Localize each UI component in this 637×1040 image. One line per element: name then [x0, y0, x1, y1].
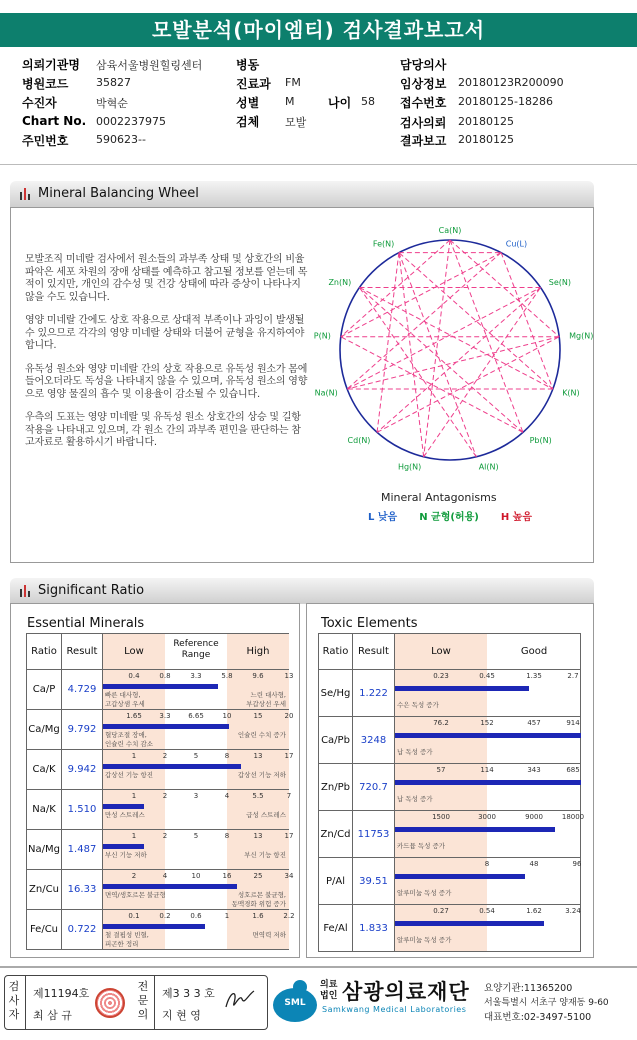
value-receipt-no: 20180125-18286 [458, 95, 553, 108]
ratio-scale [103, 870, 294, 910]
ratio-name: Zn/Cd [319, 811, 353, 858]
wheel-node-label: Zn(N) [328, 277, 352, 287]
desc-paragraph-4: 우측의 도표는 영양 미네랄 및 유독성 원소 상호간의 상승 및 길항 작용을 나타내고 있으며, 각 원소 간의 과부족 편민을 판단하는 참고자료로 활용하시기 바랍니다. [25, 412, 301, 448]
ratio-bar [103, 724, 229, 729]
toxic-row [319, 717, 581, 764]
ratio-result: 3248 [353, 717, 395, 764]
tick-label: 76.2 [433, 719, 449, 727]
tick-label: 4 [162, 872, 168, 880]
value-age: 58 [361, 95, 375, 108]
specialist-label: 전문의 [137, 980, 149, 1021]
sml-logo-icon [273, 980, 321, 1024]
tick-label: 4 [224, 792, 230, 800]
antagonism-line [377, 253, 399, 433]
legend-high: H 높음 [500, 512, 532, 523]
ratio-scale [395, 905, 581, 952]
label-ward: 병동 [236, 58, 260, 72]
tick-label: 0.23 [433, 672, 449, 680]
tick-label: 15 [253, 712, 263, 720]
toxic-row [319, 764, 581, 811]
note-left: 납 독성 증가 [397, 748, 433, 756]
label-clinical-info: 임상정보 [400, 77, 447, 91]
wheel-description [25, 254, 309, 461]
specialist-name: 지 현 영 [162, 1009, 201, 1022]
tick-label: 2.7 [567, 672, 579, 680]
essential-row [27, 830, 289, 870]
value-examinee: 박혁순 [96, 97, 128, 110]
header-scale [103, 634, 289, 670]
tick-label: 48 [529, 860, 539, 868]
ratio-name: Se/Hg [319, 670, 353, 717]
ratio-result: 4.729 [62, 670, 103, 710]
label-receipt-no: 접수번호 [400, 96, 447, 110]
tick-label: 13 [253, 832, 263, 840]
ratio-name: Na/Mg [27, 830, 62, 870]
value-department: FM [285, 76, 301, 89]
header-reference: Reference Range [173, 639, 219, 660]
note-right: 급성 스트레스 [246, 811, 286, 819]
ratio-scale [395, 811, 585, 858]
essential-title: Essential Minerals [27, 616, 145, 631]
tick-label: 1.35 [526, 672, 542, 680]
tick-label: 10 [191, 872, 201, 880]
label-chart-no: Chart No. [22, 114, 87, 128]
wheel-node-label: Na(N) [314, 388, 338, 398]
value-hospital: 삼육서울병원힐링센터 [96, 59, 203, 72]
header-scale [395, 634, 581, 670]
ratio-section-header [10, 578, 594, 604]
ratio-bar [103, 764, 241, 769]
header-low: Low [395, 634, 487, 669]
header-ratio: Ratio [27, 634, 62, 670]
tick-label: 0.8 [159, 672, 171, 680]
ratio-name: Zn/Cu [27, 870, 62, 910]
tick-label: 3.3 [159, 712, 171, 720]
bar-chart-icon [20, 585, 32, 597]
wheel-node-label: Cu(L) [505, 239, 528, 249]
essential-ratio-table [26, 633, 295, 950]
tick-label: 18000 [561, 813, 585, 821]
wheel-node-label: K(N) [562, 388, 580, 398]
label-resident-no: 주민번호 [22, 134, 69, 148]
note-left: 수은 독성 증가 [397, 701, 439, 709]
ratio-result: 9.792 [62, 710, 103, 750]
wheel-node-label: Se(N) [548, 277, 571, 287]
ratio-name: Ca/K [27, 750, 62, 790]
wheel-node-label: Mg(N) [569, 331, 593, 341]
header-result: Result [62, 634, 103, 670]
tick-label: 17 [284, 752, 294, 760]
wheel-section-header [10, 181, 594, 207]
mineral-wheel-diagram [307, 224, 593, 524]
tick-label: 10 [222, 712, 232, 720]
tick-label: 2.2 [283, 912, 295, 920]
ratio-name: Ca/Mg [27, 710, 62, 750]
note-left: 빠른 대사형, 고갑상샘 우세 [105, 691, 145, 708]
tick-label: 1 [224, 912, 230, 920]
note-right: 인슐린 수치 증가 [237, 731, 286, 739]
address: 서울특별시 서초구 양재동 9-60 [484, 998, 609, 1008]
tick-label: 3.24 [565, 907, 581, 915]
essential-row [27, 750, 289, 790]
toxic-row [319, 811, 581, 858]
ratio-bar [103, 684, 218, 689]
value-report-date: 20180125 [458, 133, 514, 146]
org-name-en: Samkwang Medical Laboratories [322, 1005, 467, 1014]
tick-label: 1.65 [126, 712, 142, 720]
tick-label: 2 [162, 792, 168, 800]
tick-label: 1.6 [252, 912, 264, 920]
toxic-row [319, 858, 581, 905]
essential-header-row [27, 634, 289, 670]
antagonism-line [399, 253, 424, 457]
note-right: 부신 기능 항진 [244, 851, 286, 859]
label-sex: 성별 [236, 96, 260, 110]
note-left: 부신 기능 저하 [105, 851, 147, 859]
seal-stamp-icon [95, 988, 125, 1018]
ratio-result: 9.942 [62, 750, 103, 790]
header-result: Result [353, 634, 395, 670]
desc-paragraph-2: 영양 미네랄 간에도 상호 작용으로 상대적 부족이나 과잉이 발생될 수 있으므로 각각의 영양 미네랄 상태와 더불어 균형을 유지하여야 합니다. [25, 315, 305, 351]
value-request-date: 20180125 [458, 115, 514, 128]
examiner-no: 제11194호 [33, 987, 90, 1000]
tick-label: 34 [284, 872, 294, 880]
note-left: 납 독성 증가 [397, 795, 433, 803]
ratio-result: 1.487 [62, 830, 103, 870]
tick-label: 6.65 [188, 712, 204, 720]
zone-shade [395, 858, 490, 904]
specialist-no: 제3 3 3 호 [162, 987, 215, 1000]
ratio-result: 1.833 [353, 905, 395, 952]
ratio-scale [103, 710, 294, 750]
tick-label: 96 [572, 860, 582, 868]
ratio-result: 1.222 [353, 670, 395, 717]
label-examinee: 수진자 [22, 96, 57, 110]
label-report-date: 결과보고 [400, 134, 447, 148]
note-left: 카드뮴 독성 증가 [397, 842, 446, 850]
value-resident-no: 590623-- [96, 133, 146, 146]
ratio-scale [103, 750, 294, 790]
tick-label: 3 [193, 792, 199, 800]
antagonism-line [424, 240, 450, 457]
wheel-panel [10, 207, 594, 563]
ratio-scale [395, 670, 581, 717]
signature-icon [222, 985, 258, 1015]
tick-label: 0.45 [479, 672, 495, 680]
tick-label: 114 [480, 766, 494, 774]
tick-label: 1.62 [526, 907, 542, 915]
ratio-bar [103, 884, 237, 889]
tick-label: 0.54 [479, 907, 495, 915]
wheel-node-label: Al(N) [478, 462, 499, 472]
tick-label: 7 [286, 792, 292, 800]
note-left: 갑상선 기능 항진 [105, 771, 154, 779]
ratio-scale [395, 764, 581, 811]
tick-label: 457 [527, 719, 541, 727]
tick-label: 1 [131, 832, 137, 840]
label-doctor: 담당의사 [400, 58, 447, 72]
ratio-bar [395, 921, 544, 926]
ratio-name: Ca/P [27, 670, 62, 710]
ratio-result: 720.7 [353, 764, 395, 811]
toxic-row [319, 905, 581, 952]
ratio-result: 39.51 [353, 858, 395, 905]
tick-label: 13 [284, 672, 294, 680]
value-specimen: 모발 [285, 116, 307, 129]
header-ratio: Ratio [319, 634, 353, 670]
label-department: 진료과 [236, 77, 271, 91]
ratio-scale [103, 670, 294, 710]
essential-row [27, 870, 289, 910]
wheel-caption: Mineral Antagonisms [381, 491, 497, 504]
ratio-bar [103, 924, 205, 929]
wheel-node-label: Cd(N) [347, 435, 371, 445]
tick-label: 3000 [478, 813, 496, 821]
ratio-name: Ca/Pb [319, 717, 353, 764]
value-hospital-code: 35827 [96, 76, 131, 89]
tick-label: 17 [284, 832, 294, 840]
essential-row [27, 710, 289, 750]
wheel-section-title: Mineral Balancing Wheel [38, 186, 199, 201]
tick-label: 1500 [432, 813, 450, 821]
wheel-node-label: P(N) [313, 331, 331, 341]
wheel-node-label: Ca(N) [438, 226, 462, 235]
tick-label: 5.8 [221, 672, 233, 680]
divider [0, 164, 637, 165]
sig-divider [25, 976, 26, 1029]
ratio-scale [395, 717, 581, 764]
tick-label: 5 [193, 752, 199, 760]
wheel-legend [368, 508, 568, 523]
ratio-scale [103, 790, 292, 830]
tick-label: 0.4 [128, 672, 140, 680]
tick-label: 25 [253, 872, 263, 880]
antagonism-line [501, 253, 553, 389]
ratio-bar [395, 686, 529, 691]
header-high: High [227, 634, 289, 669]
tick-label: 2 [162, 832, 168, 840]
report-title: 모발분석(마이엠티) 검사결과보고서 [0, 13, 637, 47]
toxic-header-row [319, 634, 581, 670]
wheel-node-label: Fe(N) [372, 239, 395, 249]
antagonism-line [399, 253, 476, 457]
ratio-bar [395, 874, 525, 879]
tick-label: 5 [193, 832, 199, 840]
note-right: 성호르몬 불균형, 동맥경화 위험 증가 [231, 891, 286, 908]
tick-label: 2 [131, 872, 137, 880]
tick-label: 9000 [525, 813, 543, 821]
bar-chart-icon [20, 188, 32, 200]
note-right: 면역력 저하 [252, 931, 286, 939]
note-left: 만성 스트레스 [105, 811, 145, 819]
toxic-ratio-table [318, 633, 585, 952]
note-left: 철 결핍성 빈혈, 피곤한 정리 [105, 931, 149, 948]
tick-label: 685 [566, 766, 580, 774]
ratio-bar [395, 733, 581, 738]
antagonism-line [399, 253, 553, 389]
tick-label: 57 [436, 766, 446, 774]
care-code: 요양기관:11365200 [484, 983, 573, 994]
essential-row [27, 910, 289, 950]
tick-label: 0.2 [159, 912, 171, 920]
note-right: 느린 대사형, 부갑상선 우세 [246, 691, 286, 708]
footer-divider [0, 966, 637, 968]
ratio-name: Na/K [27, 790, 62, 830]
tick-label: 8 [484, 860, 490, 868]
tick-label: 8 [224, 832, 230, 840]
ratio-name: Zn/Pb [319, 764, 353, 811]
ratio-result: 16.33 [62, 870, 103, 910]
tick-label: 20 [284, 712, 294, 720]
ratio-result: 1.510 [62, 790, 103, 830]
note-left: 면역/생호르몬 불균형 [105, 891, 166, 899]
tick-label: 16 [222, 872, 232, 880]
tick-label: 0.1 [128, 912, 140, 920]
wheel-node-label: Pb(N) [529, 435, 552, 445]
ratio-scale [395, 858, 581, 905]
value-sex: M [285, 95, 295, 108]
tick-label: 1 [131, 792, 137, 800]
tick-label: 1 [131, 752, 137, 760]
tick-label: 8 [224, 752, 230, 760]
tick-label: 5.5 [252, 792, 264, 800]
org-type: 의료법인 [320, 980, 338, 1001]
ratio-bar [103, 844, 144, 849]
note-left: 혈당조절 장애, 인슐린 수치 감소 [105, 731, 154, 748]
tick-label: 2 [162, 752, 168, 760]
note-left: 알루미늄 독성 증가 [397, 936, 452, 944]
note-right: 갑상선 기능 저하 [237, 771, 286, 779]
toxic-row [319, 670, 581, 717]
tick-label: 3.3 [190, 672, 202, 680]
legend-normal: N 균형(허용) [419, 512, 479, 523]
legend-low: L 낮음 [368, 512, 398, 523]
label-hospital-code: 병원코드 [22, 77, 69, 91]
tick-label: 0.27 [433, 907, 449, 915]
phone: 대표번호:02-3497-5100 [484, 1012, 592, 1023]
wheel-node-label: Hg(N) [397, 462, 422, 472]
ratio-bar [103, 804, 144, 809]
tick-label: 914 [566, 719, 580, 727]
label-hospital: 의뢰기관명 [22, 58, 80, 72]
examiner-name: 최 삼 규 [33, 1009, 72, 1022]
header-low: Low [103, 634, 165, 669]
label-age: 나이 [328, 96, 352, 110]
toxic-title: Toxic Elements [321, 616, 418, 631]
label-request-date: 검사의뢰 [400, 116, 447, 130]
ratio-scale [103, 910, 295, 950]
ratio-name: Fe/Cu [27, 910, 62, 950]
ratio-bar [395, 827, 555, 832]
value-clinical-info: 20180123R200090 [458, 76, 564, 89]
org-name: 삼광의료재단 [342, 980, 470, 1004]
ratio-name: P/Al [319, 858, 353, 905]
header-good: Good [520, 646, 548, 657]
ratio-name: Fe/Al [319, 905, 353, 952]
ratio-result: 0.722 [62, 910, 103, 950]
sig-divider [154, 976, 155, 1029]
tick-label: 13 [253, 752, 263, 760]
note-left: 알루미늄 독성 증가 [397, 889, 452, 897]
ratio-scale [103, 830, 294, 870]
antagonism-line [347, 337, 559, 389]
examiner-label: 검사자 [8, 980, 20, 1021]
logo-text: SML [284, 998, 306, 1008]
wheel-circle [340, 240, 560, 460]
tick-label: 9.6 [252, 672, 264, 680]
desc-paragraph-3: 유독성 원소와 영양 미네랄 간의 상호 작용으로 유독성 원소가 몸에 들어오더라도 독성을 나타내지 않을 수 있으며, 유독성 원소의 영향으로 영양 물질의 흡수 및 이용율이 감소될 수 있습니다. [25, 363, 308, 400]
label-specimen: 검체 [236, 115, 260, 129]
essential-row [27, 790, 289, 830]
value-chart-no: 0002237975 [96, 115, 166, 128]
desc-paragraph-1: 모발조직 미네랄 검사에서 원소들의 과부족 상태 및 상호간의 비율 파악은 세포 차원의 장애 상태를 예측하고 참고될 정보를 얻는데 목적이 있지만, 개인의 감수성 및 건강 상태에 따라 증상이 나타나지 않을 수도 있습니다. [25, 254, 308, 303]
tick-label: 343 [527, 766, 541, 774]
ratio-section-title: Significant Ratio [38, 583, 145, 598]
tick-label: 0.6 [190, 912, 202, 920]
ratio-result: 11753 [353, 811, 395, 858]
tick-label: 152 [480, 719, 494, 727]
essential-row [27, 670, 289, 710]
ratio-bar [395, 780, 581, 785]
